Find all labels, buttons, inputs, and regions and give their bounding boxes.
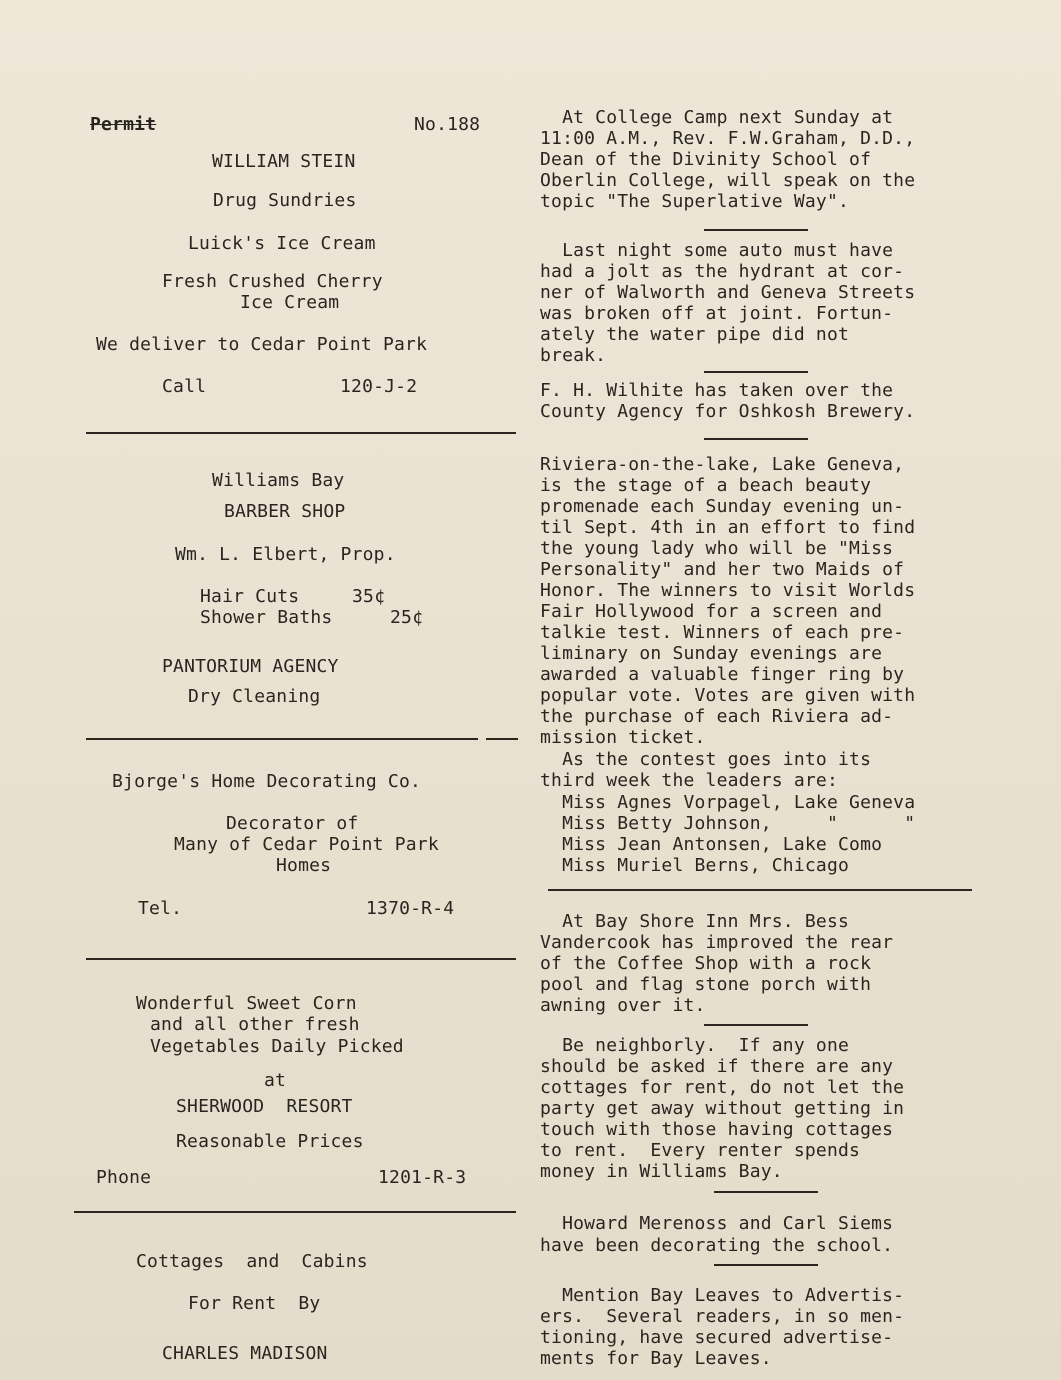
short-divider <box>714 1191 818 1193</box>
news-college-camp-line: At College Camp next Sunday at <box>540 107 894 128</box>
ad-barber-line: Williams Bay <box>212 470 345 491</box>
news-wilhite-line: County Agency for Oshkosh Brewery. <box>540 401 916 422</box>
news-riviera-line: Riviera-on-the-lake, Lake Geneva, <box>540 454 905 475</box>
news-riviera-leader: Miss Jean Antonsen, Lake Como <box>540 834 883 855</box>
ad-barber-line: PANTORIUM AGENCY <box>162 656 339 677</box>
short-divider <box>704 229 808 231</box>
news-riviera-leader: Miss Betty Johnson, " " <box>540 813 916 834</box>
ad-barber-line: Dry Cleaning <box>188 686 321 707</box>
ad-sherwood-line: Reasonable Prices <box>176 1131 364 1152</box>
news-neighborly-line: Be neighborly. If any one <box>540 1035 850 1056</box>
divider <box>86 738 478 740</box>
news-neighborly-line: to rent. Every renter spends <box>540 1140 861 1161</box>
short-divider <box>714 1264 818 1266</box>
news-bay-shore-line: Vandercook has improved the rear <box>540 932 894 953</box>
ad-bjorge-tel-label: Tel. <box>138 898 183 919</box>
ad-sherwood-line: Vegetables Daily Picked <box>150 1036 404 1057</box>
permit-number: No.188 <box>414 114 481 135</box>
ad-barber-price-label: Hair Cuts <box>200 586 300 607</box>
news-mention-line: tioning, have secured advertise- <box>540 1327 894 1348</box>
news-hydrant-line: break. <box>540 345 607 366</box>
ad-sherwood-line: SHERWOOD RESORT <box>176 1096 353 1117</box>
ad-sherwood-phone-label: Phone <box>96 1167 152 1188</box>
news-decorating-line: Howard Merenoss and Carl Siems <box>540 1213 894 1234</box>
news-riviera-line: Fair Hollywood for a screen and <box>540 601 883 622</box>
ad-stein-name: WILLIAM STEIN <box>212 151 356 172</box>
ad-sherwood-line: Wonderful Sweet Corn <box>136 993 357 1014</box>
ad-barber-price: 25¢ <box>390 607 424 628</box>
news-decorating-line: have been decorating the school. <box>540 1235 894 1256</box>
news-riviera-line: As the contest goes into its <box>540 749 872 770</box>
ad-sherwood-line: at <box>264 1070 287 1091</box>
news-college-camp-line: Dean of the Divinity School of <box>540 149 872 170</box>
ad-bjorge-tel-number: 1370-R-4 <box>366 898 455 919</box>
news-riviera-line: Honor. The winners to visit Worlds <box>540 580 916 601</box>
news-wilhite-line: F. H. Wilhite has taken over the <box>540 380 894 401</box>
ad-sherwood-phone-number: 1201-R-3 <box>378 1167 467 1188</box>
ad-sherwood-line: and all other fresh <box>150 1014 360 1035</box>
news-mention-line: ments for Bay Leaves. <box>540 1348 772 1369</box>
divider <box>86 432 516 434</box>
news-neighborly-line: cottages for rent, do not let the <box>540 1077 905 1098</box>
news-riviera-line: promenade each Sunday evening un- <box>540 496 905 517</box>
divider <box>548 889 972 891</box>
news-hydrant-line: had a jolt as the hydrant at cor- <box>540 261 905 282</box>
news-riviera-line: third week the leaders are: <box>540 770 838 791</box>
news-mention-line: Mention Bay Leaves to Advertis- <box>540 1285 905 1306</box>
ad-stein-line: Drug Sundries <box>213 190 357 211</box>
ad-stein-line: Ice Cream <box>240 292 340 313</box>
ad-bjorge-line: Many of Cedar Point Park <box>174 834 439 855</box>
news-riviera-leader: Miss Agnes Vorpagel, Lake Geneva <box>540 792 916 813</box>
ad-bjorge-line: Homes <box>276 855 332 876</box>
news-hydrant-line: Last night some auto must have <box>540 240 894 261</box>
divider <box>486 738 518 740</box>
news-hydrant-line: ner of Walworth and Geneva Streets <box>540 282 916 303</box>
divider <box>74 1211 516 1213</box>
ad-madison-line: Cottages and Cabins <box>136 1251 368 1272</box>
news-riviera-line: popular vote. Votes are given with <box>540 685 916 706</box>
news-bay-shore-line: awning over it. <box>540 995 706 1016</box>
news-hydrant-line: was broken off at joint. Fortun- <box>540 303 894 324</box>
news-riviera-line: mission ticket. <box>540 727 706 748</box>
ad-barber-line: BARBER SHOP <box>224 501 346 522</box>
permit-label: Permit <box>90 114 157 135</box>
news-riviera-line: awarded a valuable finger ring by <box>540 664 905 685</box>
news-riviera-line: til Sept. 4th in an effort to find <box>540 517 916 538</box>
ad-bjorge-line: Decorator of <box>226 813 359 834</box>
ad-stein-call-label: Call <box>162 376 207 397</box>
news-bay-shore-line: At Bay Shore Inn Mrs. Bess <box>540 911 850 932</box>
news-college-camp-line: Oberlin College, will speak on the <box>540 170 916 191</box>
short-divider <box>704 438 808 440</box>
ad-stein-line: Fresh Crushed Cherry <box>162 271 383 292</box>
news-bay-shore-line: pool and flag stone porch with <box>540 974 872 995</box>
news-neighborly-line: touch with those having cottages <box>540 1119 894 1140</box>
news-riviera-line: Personality" and her two Maids of <box>540 559 905 580</box>
ad-stein-line: We deliver to Cedar Point Park <box>96 334 428 355</box>
news-riviera-line: the purchase of each Riviera ad- <box>540 706 894 727</box>
news-riviera-line: is the stage of a beach beauty <box>540 475 872 496</box>
news-bay-shore-line: of the Coffee Shop with a rock <box>540 953 872 974</box>
ad-barber-line: Wm. L. Elbert, Prop. <box>175 544 396 565</box>
ad-bjorge-line: Bjorge's Home Decorating Co. <box>112 771 422 792</box>
news-riviera-line: liminary on Sunday evenings are <box>540 643 883 664</box>
news-riviera-leader: Miss Muriel Berns, Chicago <box>540 855 850 876</box>
news-neighborly-line: party get away without getting in <box>540 1098 905 1119</box>
short-divider <box>704 371 808 373</box>
ad-stein-call-number: 120-J-2 <box>340 376 418 397</box>
news-college-camp-line: topic "The Superlative Way". <box>540 191 850 212</box>
news-neighborly-line: money in Williams Bay. <box>540 1161 783 1182</box>
ad-barber-price: 35¢ <box>352 586 386 607</box>
news-college-camp-line: 11:00 A.M., Rev. F.W.Graham, D.D., <box>540 128 916 149</box>
ad-barber-price-label: Shower Baths <box>200 607 333 628</box>
news-hydrant-line: ately the water pipe did not <box>540 324 850 345</box>
ad-madison-line: CHARLES MADISON <box>162 1343 328 1364</box>
news-neighborly-line: should be asked if there are any <box>540 1056 894 1077</box>
ad-stein-line: Luick's Ice Cream <box>188 233 376 254</box>
ad-madison-line: For Rent By <box>188 1293 321 1314</box>
news-riviera-line: talkie test. Winners of each pre- <box>540 622 905 643</box>
short-divider <box>704 1024 808 1026</box>
news-riviera-line: the young lady who will be "Miss <box>540 538 894 559</box>
news-mention-line: ers. Several readers, in so men- <box>540 1306 905 1327</box>
divider <box>86 958 516 960</box>
